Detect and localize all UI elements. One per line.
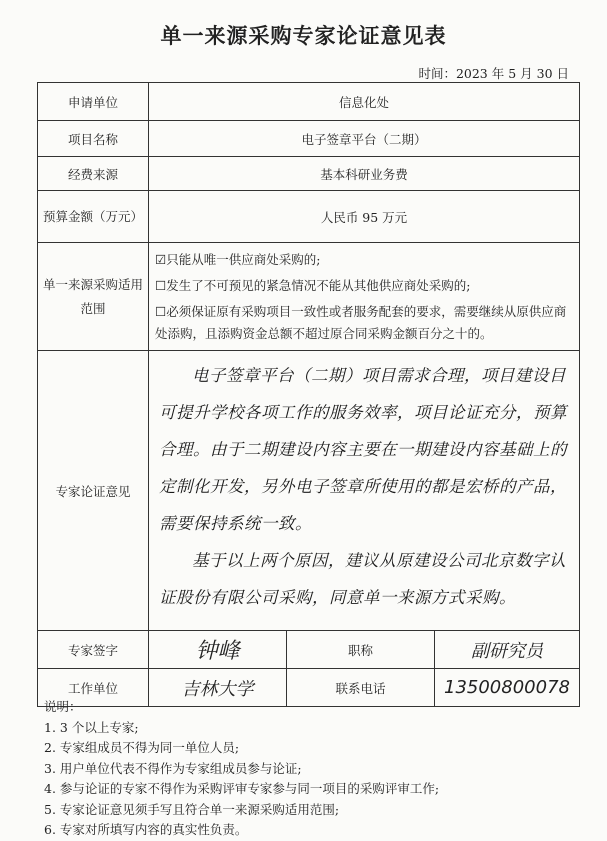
- note-item: 2. 专家组成员不得为同一单位人员;: [44, 740, 240, 755]
- phone-label: 联系电话: [287, 669, 435, 707]
- expert-title: 副研究员: [471, 640, 543, 662]
- funding-label: 经费来源: [38, 157, 149, 191]
- unchecked-box-icon: ☐: [155, 277, 167, 293]
- note-item: 1. 3 个以上专家;: [44, 719, 139, 735]
- scope-label: 单一来源采购适用范围: [38, 243, 149, 351]
- expert-workplace: 吉林大学: [181, 678, 254, 700]
- funding-value: 基本科研业务费: [149, 157, 580, 191]
- unchecked-box-icon: ☐: [155, 303, 167, 319]
- project-value: 电子签章平台（二期）: [149, 121, 580, 157]
- form-table: [37, 82, 580, 707]
- title-label: 职称: [287, 631, 435, 669]
- expert-signature: 钟峰: [195, 639, 240, 664]
- form-title: 单一来源采购专家论证意见表: [160, 23, 447, 48]
- work-label: 工作单位: [38, 669, 149, 707]
- note-item: 5. 专家论证意见须手写且符合单一来源采购适用范围;: [44, 801, 340, 817]
- title-value: [435, 631, 580, 669]
- expert-phone: 13500800078: [444, 677, 570, 698]
- signature-label: 专家签字: [38, 631, 149, 669]
- phone-value: [435, 669, 580, 707]
- opinion-paragraph-2: 基于以上两个原因，建议从原建设公司北京数字认证股份有限公司采购，同意单一来源方式采购。: [159, 551, 566, 607]
- opinion-label: 专家论证意见: [38, 351, 149, 631]
- checked-box-icon: ☑: [155, 251, 167, 267]
- scope-option-text: 发生了不可预见的紧急情况不能从其他供应商处采购的;: [166, 277, 471, 293]
- note-item: 4. 参与论证的专家不得作为采购评审专家参与同一项目的采购评审工作;: [44, 781, 440, 796]
- note-item: 6. 专家对所填写内容的真实性负责。: [44, 822, 248, 837]
- signature-value: [149, 631, 287, 669]
- scope-option-3: [155, 299, 573, 347]
- form-date: 时间：2023 年 5 月 30 日: [418, 66, 569, 81]
- scope-options: [149, 243, 580, 351]
- scope-option-1: [155, 247, 573, 273]
- opinion-handwriting: [149, 351, 580, 631]
- budget-value: 人民币 95 万元: [149, 191, 580, 243]
- opinion-paragraph-1: 电子签章平台（二期）项目需求合理，项目建设目可提升学校各项工作的服务效率，项目论证充分，预算合理。由于二期建设内容主要在一期建设内容基础上的定制化开发，另外电子签章所使用的都是宏桥的产品，需要保持系统一致。: [159, 366, 567, 533]
- notes: [44, 697, 439, 841]
- scope-option-text: 必须保证原有采购项目一致性或者服务配套的要求，需要继续从原供应商处添购，且添购资金总额不超过原合同采购金额百分之十的。: [155, 303, 567, 341]
- scope-option-text: 只能从唯一供应商处采购的;: [166, 251, 321, 267]
- budget-label: 预算金额（万元）: [38, 191, 149, 243]
- notes-heading: 说明：: [44, 699, 82, 714]
- scope-option-2: [155, 273, 573, 299]
- applicant-value: 信息化处: [149, 83, 580, 121]
- project-label: 项目名称: [38, 121, 149, 157]
- applicant-label: 申请单位: [38, 83, 149, 121]
- note-item: 3. 用户单位代表不得作为专家组成员参与论证;: [44, 760, 302, 776]
